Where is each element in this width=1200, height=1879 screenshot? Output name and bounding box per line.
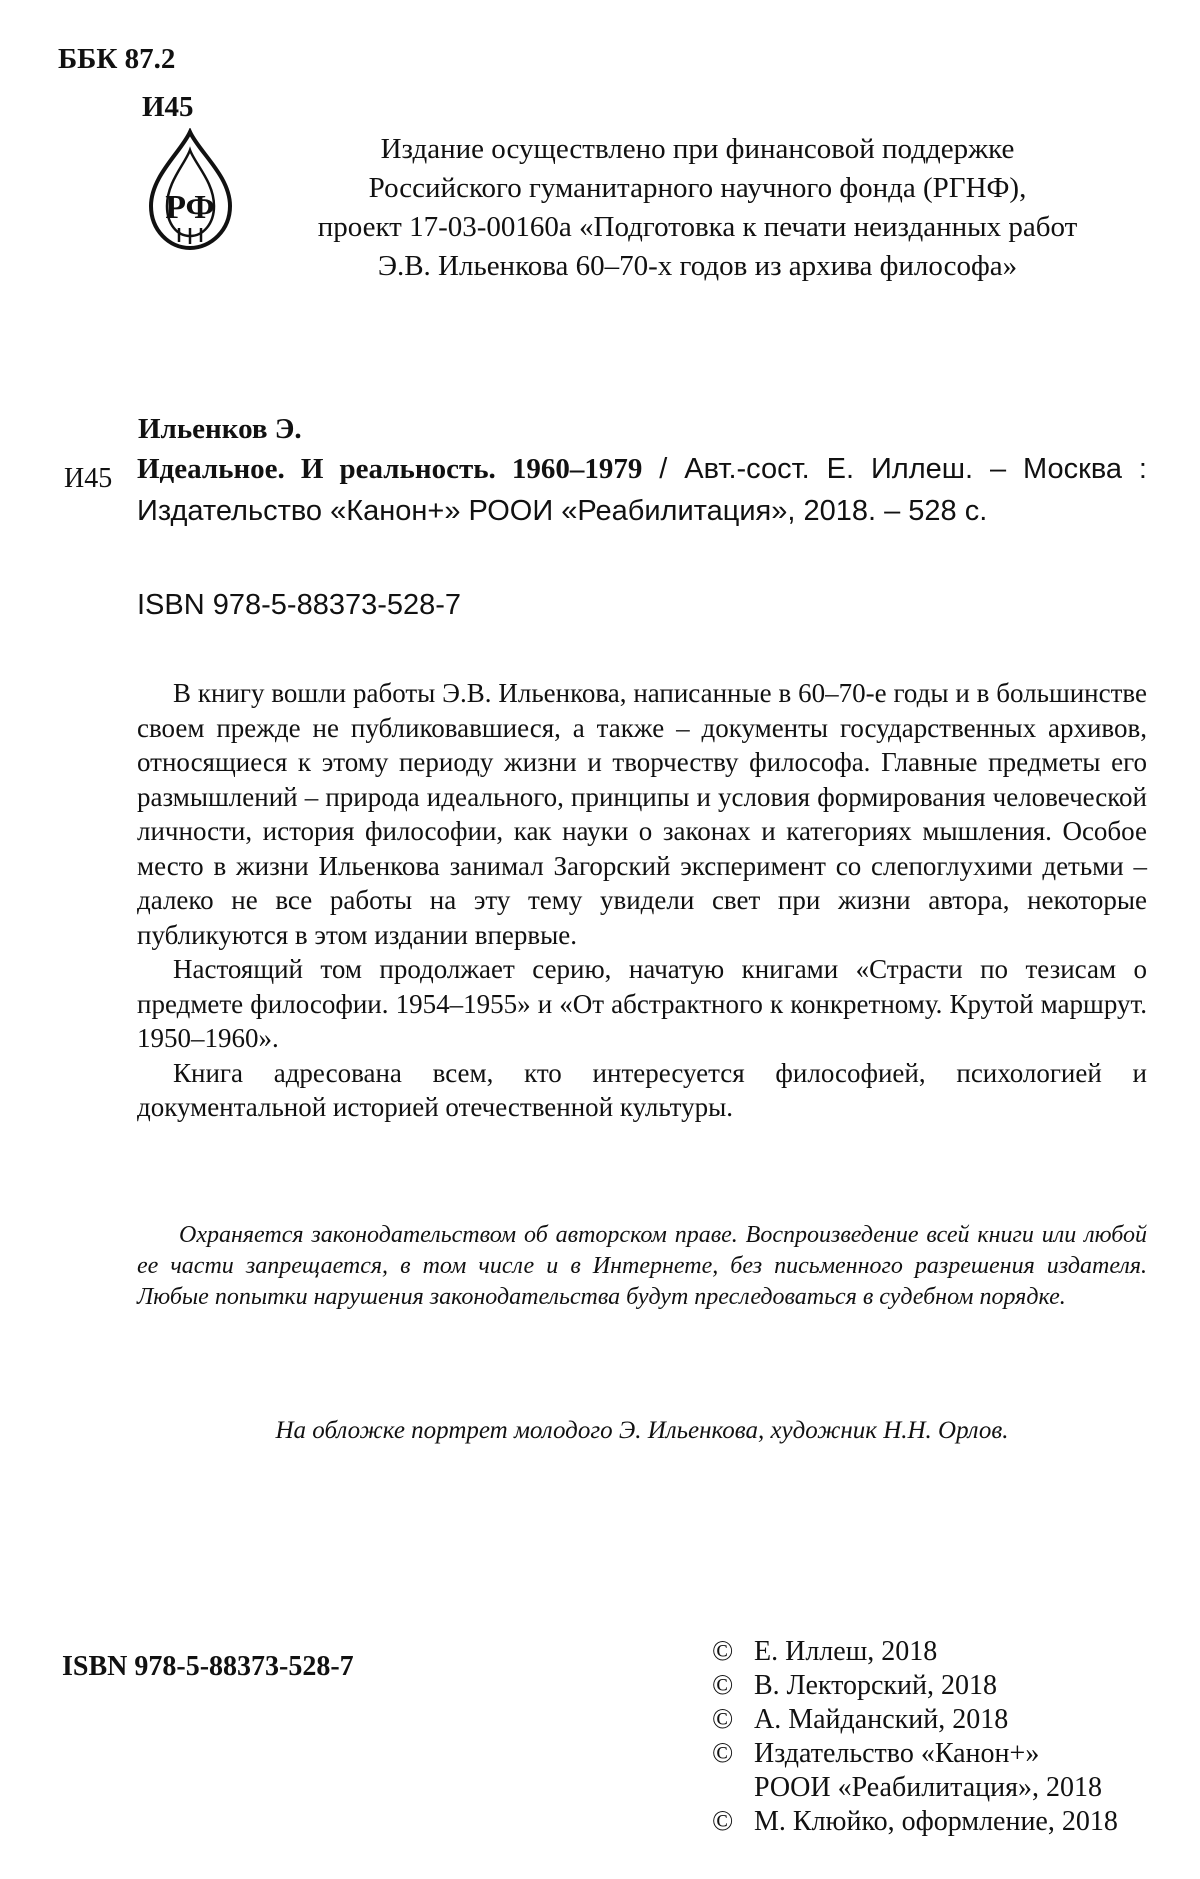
- catalog-code: И45: [64, 463, 113, 494]
- copyright-item: © Е. Иллеш, 2018: [712, 1636, 938, 1667]
- copyright-notice: Охраняется законодательством об авторском праве. Воспроизведение всей книги или любой ее части запрещается, в том числе и в Интернете, без письменного разрешения издателя. Любые попытки нарушения законодательства будут преследоваться в судебном порядке.: [137, 1222, 1147, 1310]
- funding-line: проект 17-03-00160а «Подготовка к печати неизданных работ: [317, 211, 1078, 243]
- funding-line: Издание осуществлено при финансовой поддержке: [380, 133, 1015, 165]
- annotation-paragraph: В книгу вошли работы Э.В. Ильенкова, написанные в 60–70-е годы и в большинстве своем прежде не публиковавшиеся, а также – документы государственных архивов, относящиеся к этому периоду жизни и творчеству философа. Главные предметы его размышлений – природа идеального, принципы и условия формирования человеческой личности, история философии, как науки о законах и категориях мышления. Особое место в жизни Ильенкова занимал Загорский эксперимент со слепоглухими детьми – далеко не все работы на эту тему увидели свет при жизни автора, некоторые публикуются в этом издании впервые.: [137, 678, 1147, 950]
- copyright-item-continuation: РООИ «Реабилитация», 2018: [754, 1772, 1103, 1803]
- bibliographic-details: / Авт.-сост. Е. Иллеш. – Москва : Издательство «Канон+» РООИ «Реабилитация», 2018. – 528 с.: [137, 453, 1147, 527]
- isbn-footer: ISBN 978-5-88373-528-7: [62, 1651, 354, 1682]
- funding-line: Российского гуманитарного научного фонда (РГНФ),: [368, 172, 1027, 204]
- copyright-item: © Издательство «Канон+»: [712, 1738, 1040, 1769]
- svg-text:РФ: РФ: [165, 189, 215, 226]
- bibliographic-record: [137, 448, 1147, 532]
- annotation: [137, 676, 1147, 1125]
- book-title: Идеальное. И реальность. 1960–1979: [137, 453, 643, 485]
- annotation-paragraph: Книга адресована всем, кто интересуется философией, психологией и документальной историей отечественной культуры.: [137, 1057, 1147, 1122]
- cover-note: На обложке портрет молодого Э. Ильенкова, художник Н.Н. Орлов.: [275, 1417, 1009, 1444]
- author-code-header: И45: [142, 91, 194, 123]
- copyright-icon: ©: [712, 1670, 734, 1701]
- copyright-item: © М. Клюйко, оформление, 2018: [712, 1806, 1118, 1837]
- isbn-record: ISBN 978-5-88373-528-7: [137, 589, 462, 621]
- copyright-icon: ©: [712, 1738, 734, 1769]
- copyright-item: © В. Лекторский, 2018: [712, 1670, 998, 1701]
- bbk-code: ББК 87.2: [58, 43, 176, 75]
- copyright-list: [712, 1635, 1118, 1839]
- copyright-icon: ©: [712, 1636, 734, 1667]
- copyright-icon: ©: [712, 1806, 734, 1837]
- author-heading: Ильенков Э.: [138, 413, 302, 445]
- copyright-icon: ©: [712, 1704, 734, 1735]
- copyright-item: © А. Майданский, 2018: [712, 1704, 1009, 1735]
- funding-line: Э.В. Ильенкова 60–70-х годов из архива философа»: [377, 250, 1018, 282]
- annotation-paragraph: Настоящий том продолжает серию, начатую книгами «Страсти по тезисам о предмете философии. 1954–1955» и «От абстрактного к конкретному. Крутой маршрут. 1950–1960».: [137, 954, 1147, 1053]
- funding-statement: [240, 130, 1155, 286]
- rgnf-logo-icon: [143, 128, 238, 253]
